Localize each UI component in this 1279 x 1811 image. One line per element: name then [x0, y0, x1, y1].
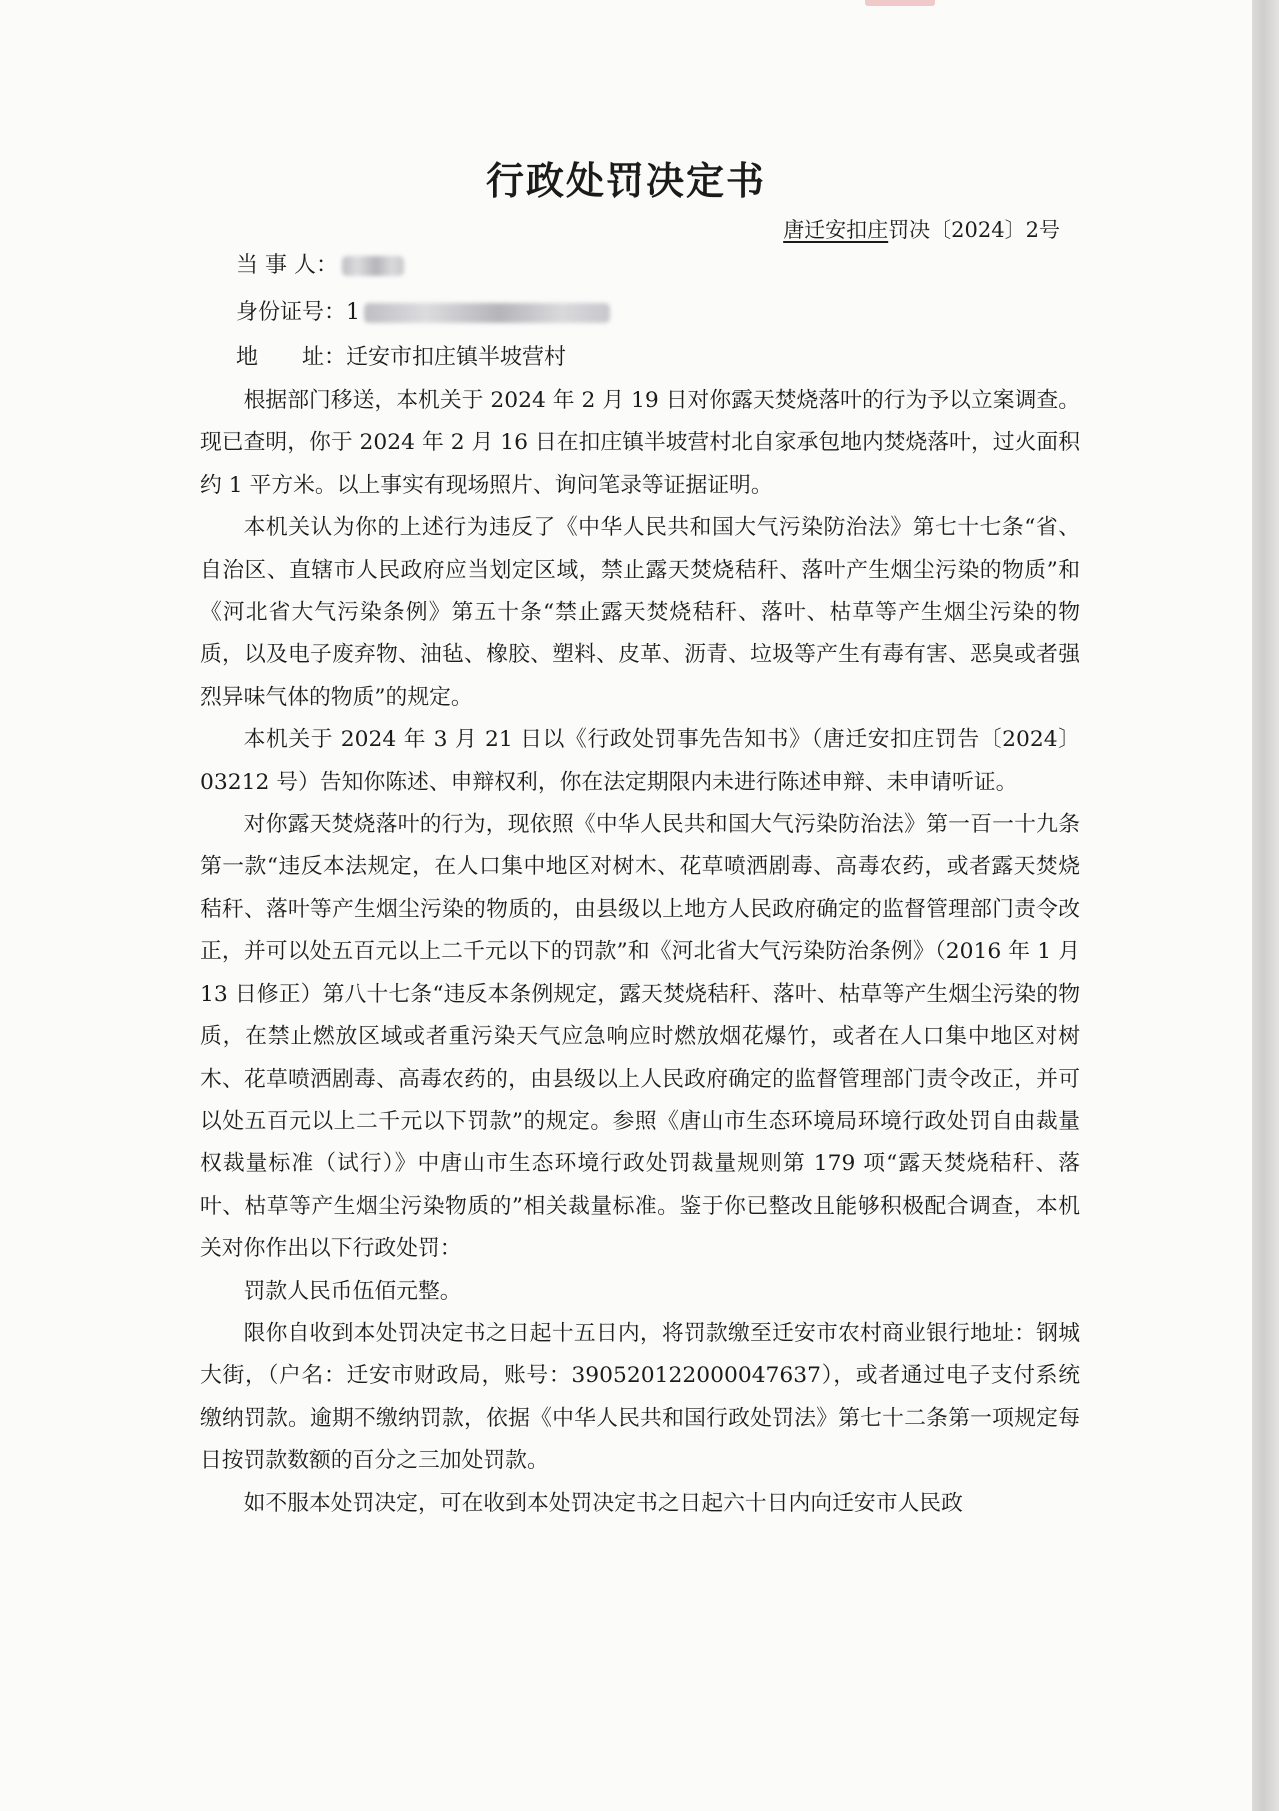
- paragraph-notice: 本机关于 2024 年 3 月 21 日以《行政处罚事先告知书》（唐迁安扣庄罚告〔2024〕03212 号）告知你陈述、申辩权利，你在法定期限内未进行陈述申辩、未申请听证。: [200, 727, 1080, 795]
- paragraph-appeal: 如不服本处罚决定，可在收到本处罚决定书之日起六十日内向迁安市人民政: [243, 1490, 963, 1516]
- id-card-label: 身份证号：: [236, 300, 347, 325]
- document-number: [700, 212, 1060, 248]
- document-title: 行政处罚决定书: [485, 158, 766, 203]
- paragraph-payment: 限你自收到本处罚决定书之日起十五日内，将罚款缴至迁安市农村商业银行地址：钢城大街，（户名：迁安市财政局，账号：39052012200004763​7），或者通过电子支付系统缴纳罚款。逾期不缴纳罚款，依据《中华人民共和国行政处罚法》第七十二条第一项规定每日按罚款数额的百分之三加处罚款。: [200, 1320, 1080, 1474]
- paragraph-penalty: 罚款人民币伍佰元整。: [243, 1278, 462, 1304]
- party-field: [236, 248, 404, 284]
- background-edge: [1252, 0, 1279, 1811]
- document-body: [200, 380, 1080, 1525]
- paragraph-violation: 本机关认为你的上述行为违反了《中华人民共和国大气污染防治法》第七十七条“省、自治区、直辖市人民政府应当划定区域，禁止露天焚烧秸秆、落叶产生烟尘污染的物质”和《河北省大气污染条例》第五十条“禁止露天焚烧秸秆、落叶、枯草等产生烟尘污染的物质，以及电子废弃物、油毡、橡胶、塑料、皮革、沥青、垃圾等产生有毒有害、恶臭或者强烈异味气体的物质”的规定。: [200, 515, 1080, 710]
- party-label: 当 事 人：: [236, 253, 338, 278]
- id-card-field: [236, 295, 610, 331]
- id-card-redaction: [364, 303, 610, 323]
- address-label: 地 址：: [236, 345, 347, 370]
- paper-stamp-mark: [865, 0, 935, 6]
- document-number-issuer: 唐迁安扣庄: [783, 218, 889, 242]
- id-card-prefix: 1: [346, 300, 361, 325]
- address-value: 迁安市扣庄镇半坡营村: [346, 345, 567, 370]
- address-field: [236, 340, 566, 376]
- document-number-rest: 罚决〔2024〕2号: [888, 218, 1060, 242]
- paragraph-legal-basis: 对你露天焚烧落叶的行为，现依照《中华人民共和国大气污染防治法》第一百一十九条第一款“违反本法规定，在人口集中地区对树木、花草喷洒剧毒、高毒农药，或者露天焚烧秸秆、落叶等产生烟尘污染的物质的，由县级以上地方人民政府确定的监督管理部门责令改正，并可以处五百元以上二千元以下的罚款”和《河北省大气污染防治条例》（2016 年 1 月 13 日修正）第八十七条“违反本条例规定，露天焚烧秸秆、落叶、枯草等产生烟尘污染的物质，在禁止燃放区域或者重污染天气应急响应时燃放烟花爆竹，或者在人口集中地区对树木、花草喷洒剧毒、高毒农药的，由县级以上人民政府确定的监督管理部门责令改正，并可以处五百元以上二千元以下罚款”的规定。参照《唐山市生态环境局环境行政处罚自由裁量权裁量标准（试行）》中唐山市生态环境行政处罚裁量规则第 179 项“露天焚烧秸秆、落叶、枯草等产生烟尘污染物质的”相关裁量标准。鉴于你已整改且能够积极配合调查，本机关对你作出以下行政处罚：: [200, 812, 1080, 1262]
- party-name-redaction: [342, 256, 404, 276]
- paragraph-facts: 根据部门移送，本机关于 2024 年 2 月 19 日对你露天焚烧落叶的行为予以立案调查。现已查明，你于 2024 年 2 月 16 日在扣庄镇半坡营村北自家承包地内焚烧落叶，过火面积约 1 平方米。以上事实有现场照片、询问笔录等证据证明。: [200, 388, 1080, 498]
